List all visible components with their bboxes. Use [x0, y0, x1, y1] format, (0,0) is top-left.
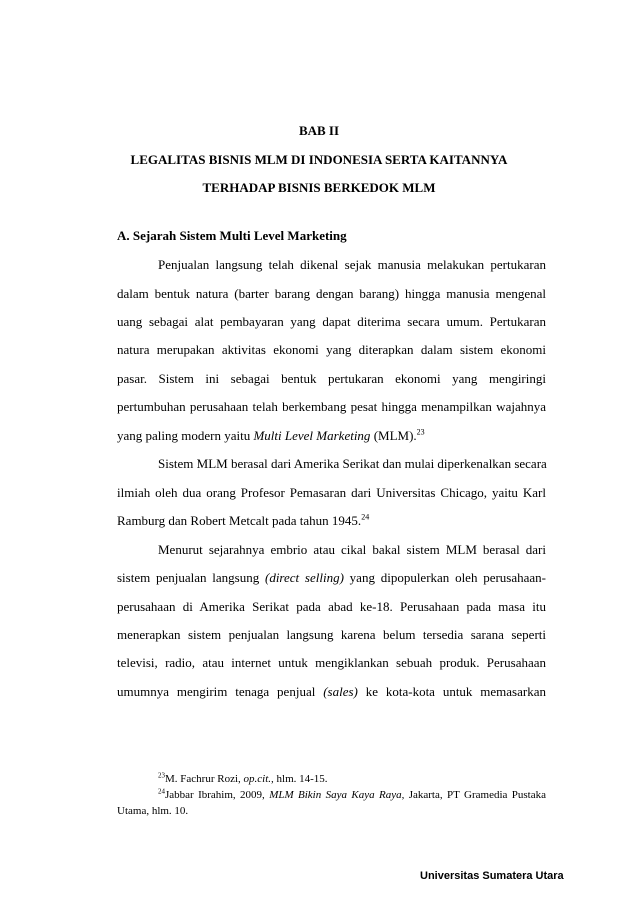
- paragraph-1-line-5: pasar. Sistem ini sebagai bentuk pertukaran ekonomi yang mengiringi: [117, 371, 546, 386]
- paragraph-3-line-1: Menurut sejarahnya embrio atau cikal bakal sistem MLM berasal dari: [158, 542, 546, 557]
- chapter-title-line-1: LEGALITAS BISNIS MLM DI INDONESIA SERTA KAITANNYA: [130, 152, 508, 167]
- paragraph-3-line-4: menerapkan sistem penjualan langsung karena belum tersedia sarana seperti: [117, 627, 546, 642]
- text-run: M. Fachrur Rozi,: [165, 773, 244, 785]
- institution-footer: Universitas Sumatera Utara: [420, 870, 564, 882]
- text-run: Jakarta, PT Gramedia Pustaka: [404, 789, 546, 801]
- footnote-ref-24: 24: [361, 512, 370, 522]
- footnote-24: [158, 788, 546, 802]
- paragraph-1-line-4: natura merupakan aktivitas ekonomi yang diterapkan dalam sistem ekonomi: [117, 342, 546, 357]
- paragraph-3-line-3: perusahaan di Amerika Serikat pada abad ke-18. Perusahaan pada masa itu: [117, 599, 546, 614]
- footnote-number: 23: [158, 771, 165, 780]
- paragraph-1-line-2: dalam bentuk natura (barter barang dengan barang) hingga manusia mengenal: [117, 286, 546, 301]
- italic-term: MLM Bikin Saya Kaya Raya,: [269, 789, 405, 801]
- paragraph-1-line-6: pertumbuhan perusahaan telah berkembang pesat hingga menampilkan wajahnya: [117, 399, 546, 414]
- footnote-24-line-2: Utama, hlm. 10.: [117, 805, 189, 817]
- text-run: Jabbar Ibrahim, 2009,: [165, 789, 270, 801]
- italic-term: Multi Level Marketing: [253, 428, 371, 443]
- paragraph-1-line-7: [117, 428, 425, 444]
- text-run: umumnya mengirim tenaga penjual: [117, 684, 324, 699]
- chapter-label: BAB II: [298, 123, 340, 138]
- text-run: ke kota-kota untuk memasarkan: [357, 684, 546, 699]
- paragraph-3-line-2: [117, 570, 546, 586]
- italic-term: (direct selling): [264, 570, 344, 585]
- footnote-23: [158, 772, 328, 786]
- text-run: yang dipopulerkan oleh perusahaan-: [343, 570, 547, 585]
- text-run: (MLM).: [370, 428, 417, 443]
- paragraph-1-line-3: uang sebagai alat pembayaran yang dapat diterima secara umum. Pertukaran: [117, 314, 546, 329]
- paragraph-1-line-1: Penjualan langsung telah dikenal sejak manusia melakukan pertukaran: [158, 257, 546, 272]
- text-run: yang paling modern yaitu: [117, 428, 254, 443]
- paragraph-3-line-5: televisi, radio, atau internet untuk mengiklankan sebuah produk. Perusahaan: [117, 655, 546, 670]
- italic-term: (sales): [323, 684, 358, 699]
- text-run: Ramburg dan Robert Metcalt pada tahun 1945.: [117, 513, 362, 528]
- text-run: hlm. 14-15.: [273, 773, 328, 785]
- section-heading: A. Sejarah Sistem Multi Level Marketing: [117, 228, 347, 243]
- paragraph-2-line-3: [117, 513, 369, 529]
- footnote-number: 24: [158, 787, 165, 796]
- paragraph-3-line-6: [117, 684, 546, 700]
- chapter-title-line-2: TERHADAP BISNIS BERKEDOK MLM: [202, 180, 436, 195]
- paragraph-2-line-1: Sistem MLM berasal dari Amerika Serikat dan mulai diperkenalkan secara: [158, 456, 547, 471]
- paragraph-2-line-2: ilmiah oleh dua orang Profesor Pemasaran dari Universitas Chicago, yaitu Karl: [117, 485, 546, 500]
- italic-term: op.cit.,: [243, 773, 274, 785]
- text-run: sistem penjualan langsung: [117, 570, 265, 585]
- footnote-ref-23: 23: [416, 427, 425, 437]
